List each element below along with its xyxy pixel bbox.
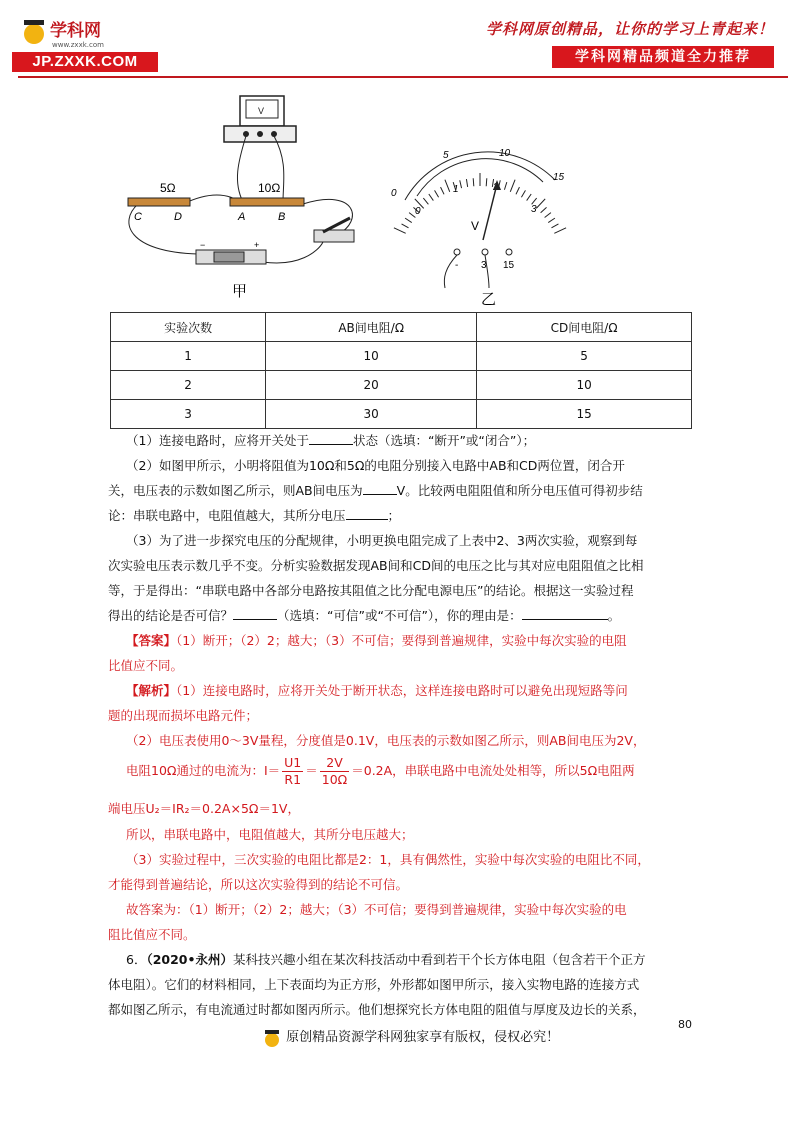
table-cell: 10	[477, 371, 692, 400]
meter-tick	[510, 180, 515, 192]
analysis-line-6: 所以，串联电路中，电阻值越大，其所分电压越大；	[126, 827, 414, 842]
terminal-b: B	[278, 211, 286, 223]
formula-suffix: ＝0.2A，串联电路中电流处处相等，所以5Ω电阻两	[351, 763, 635, 778]
table-header-cell: 实验次数	[111, 313, 266, 342]
svg-text:−: −	[200, 240, 206, 250]
q1-text: （1）连接电路时，应将开关处于	[126, 433, 309, 448]
meter-bottom-3: 3	[531, 204, 537, 215]
meter-tick	[504, 182, 506, 190]
question-1	[126, 432, 535, 450]
q3-blank-2	[522, 607, 608, 620]
table-row	[111, 342, 692, 371]
resistor-label-10: 10Ω	[258, 181, 281, 195]
answer-tag: 【答案】	[126, 633, 177, 648]
voltmeter-figure-yi	[385, 138, 585, 308]
meter-post-3: 3	[481, 260, 487, 271]
analysis-line-5: 端电压U₂＝IR₂＝0.2A×5Ω＝1V，	[108, 801, 300, 816]
channel-badge: 学科网精品频道全力推荐	[552, 46, 774, 68]
table-cell: 10	[266, 342, 477, 371]
meter-tick	[435, 190, 439, 197]
analysis-line-8: 才能得到普遍结论，所以这次实验得到的结论不可信。	[108, 877, 409, 892]
meter-bottom-0: 0	[415, 206, 421, 217]
table-cell: 3	[111, 400, 266, 429]
q6-text: 某科技兴趣小组在某次科技活动中看到若干个长方体电阻（包含若干个正方	[232, 952, 646, 967]
figure-label-jia: 甲	[232, 283, 248, 300]
q2-text: 关，电压表的示数如图乙所示，则AB间电压为	[108, 483, 363, 498]
page-number: 80	[678, 1018, 692, 1031]
meter-tick	[536, 199, 545, 208]
question-3-line-4	[108, 607, 620, 625]
answer-text: （1）断开；（2）2；越大；（3）不可信；要得到普遍规律，实验中每次实验的电阻	[176, 633, 627, 648]
q2c-text: 论：串联电路中，电阻值越大，其所分电压	[108, 508, 346, 523]
site-logo	[20, 14, 160, 50]
final-answer-line-2: 阻比值应不同。	[108, 927, 196, 942]
formula-equals: ＝	[305, 763, 318, 778]
table-cell: 1	[111, 342, 266, 371]
q6-number: 6．	[126, 952, 147, 967]
figure-label-yi: 乙	[481, 291, 497, 308]
table-row	[111, 371, 692, 400]
meter-tick	[548, 218, 555, 222]
question-3-line-2: 次实验电压表示数几乎不变。分析实验数据发现AB间和CD间的电压之比与其对应电阻阻值之比相	[108, 558, 644, 573]
question-6-line-3: 都如图乙所示，有电流通过时都如图丙所示。他们想探究长方体电阻的阻值与厚度及边长的关系，	[108, 1002, 646, 1017]
meter-tick	[394, 228, 406, 233]
meter-tick	[429, 194, 434, 201]
svg-text:+: +	[254, 240, 260, 250]
q2c-blank	[346, 507, 388, 520]
meter-tick	[527, 194, 532, 201]
logo-text: 学科网	[50, 21, 101, 41]
q2-text-end: V。比较两电阻阻值和所分电压值可得初步结	[396, 483, 643, 498]
table-cell: 20	[266, 371, 477, 400]
answer-line-2: 比值应不同。	[108, 658, 184, 673]
meter-top-10: 10	[499, 148, 511, 159]
q2c-end: ；	[387, 508, 401, 523]
q6-source: （2020•永州）	[146, 952, 233, 967]
question-6-line-2: 体电阻）。它们的材料相同，上下表面均为正方形，外形都如图甲所示，接入实物电路的连接方式	[108, 977, 640, 992]
header-slogan: 学科网原创精品，让你的学习上青起来！	[485, 20, 774, 38]
meter-unit-yi: V	[471, 219, 480, 233]
fraction-denominator: 10Ω	[321, 772, 348, 787]
table-header-cell: CD间电阻/Ω	[477, 313, 692, 342]
table-cell: 30	[266, 400, 477, 429]
meter-post-neg: -	[455, 260, 459, 271]
analysis-tag: 【解析】	[126, 683, 177, 698]
q3-text-mid: （选填：“可信”或“不可信”），你的理由是：	[277, 608, 522, 623]
fraction-numerator: U1	[284, 755, 302, 770]
q2-blank	[363, 482, 397, 495]
question-2-line-3	[108, 507, 400, 525]
q3-blank-1	[233, 607, 277, 620]
meter-tick	[486, 178, 487, 186]
meter-top-15: 15	[553, 172, 565, 183]
meter-tick	[405, 218, 412, 222]
experiment-table	[110, 312, 692, 429]
meter-tick	[473, 178, 474, 186]
meter-tick	[460, 180, 462, 188]
table-header-row	[111, 313, 692, 342]
meter-tick	[545, 213, 551, 218]
meter-bottom-1: 1	[453, 184, 459, 195]
meter-tick	[423, 198, 428, 204]
meter-tick	[551, 224, 558, 228]
logo-small: www.zxxk.com	[52, 41, 104, 49]
terminal-d: D	[174, 211, 182, 223]
analysis-line-1	[126, 682, 628, 700]
analysis-line-3: （2）电压表使用0～3V量程，分度值是0.1V，电压表的示数如图乙所示，则AB间电压为2V，	[126, 733, 646, 748]
footer-copyright	[262, 1026, 559, 1048]
meter-tick	[445, 180, 450, 192]
meter-tick	[402, 224, 409, 228]
mascot-icon	[262, 1028, 282, 1048]
meter-tick	[541, 207, 547, 212]
logo-url-badge: JP.ZXXK.COM	[12, 52, 158, 72]
header-divider	[18, 76, 788, 78]
terminal-c: C	[134, 211, 142, 223]
table-cell: 15	[477, 400, 692, 429]
analysis-line-7: （3）实验过程中，三次实验的电阻比都是2：1，具有偶然性，实验中每次实验的电阻比不同，	[126, 852, 650, 867]
fraction-numerator: 2V	[320, 755, 349, 772]
meter-unit-jia: V	[258, 106, 265, 116]
meter-tick	[516, 187, 520, 194]
analysis-formula-line	[126, 752, 635, 790]
q3-text-end: 。	[607, 608, 621, 623]
meter-top-0: 0	[391, 188, 397, 199]
table-cell: 5	[477, 342, 692, 371]
table-row	[111, 400, 692, 429]
q1-text-end: 状态（选填：“断开”或“闭合”）；	[352, 433, 536, 448]
fraction-2v-10	[320, 755, 349, 788]
meter-tick	[521, 190, 525, 197]
fraction-u1-r1	[282, 755, 303, 788]
q3-text: 得出的结论是否可信？	[108, 608, 234, 623]
formula-prefix: 电阻10Ω通过的电流为：I＝	[126, 763, 281, 778]
table-header-cell: AB间电阻/Ω	[266, 313, 477, 342]
question-3-line-3: 等，于是得出：“串联电路中各部分电路按其阻值之比分配电源电压”的结论。根据这一实验过程	[108, 583, 634, 598]
copyright-text: 原创精品资源学科网独家享有版权，侵权必究！	[286, 1030, 560, 1045]
table-cell: 2	[111, 371, 266, 400]
terminal-a: A	[238, 211, 246, 223]
meter-top-5: 5	[443, 150, 449, 161]
q1-blank	[309, 432, 353, 445]
question-2-line-1: （2）如图甲所示，小明将阻值为10Ω和5Ω的电阻分别接入电路中AB和CD两位置，闭合开	[126, 458, 625, 473]
question-2-line-2	[108, 482, 643, 500]
question-6-line-1	[126, 951, 646, 969]
meter-tick	[554, 228, 566, 233]
analysis-text: （1）连接电路时，应将开关处于断开状态，这样连接电路时可以避免出现短路等问	[176, 683, 628, 698]
answer-line-1	[126, 632, 627, 650]
final-answer-line-1: 故答案为：（1）断开；（2）2；越大；（3）不可信；要得到普遍规律，实验中每次实验的电	[126, 902, 627, 917]
analysis-line-2: 题的出现而损坏电路元件；	[108, 708, 259, 723]
question-3-line-1: （3）为了进一步探究电压的分配规律，小明更换电阻完成了上表中2、3两次实验，观察到每	[126, 533, 638, 548]
circuit-figure-jia	[118, 92, 378, 302]
fraction-denominator: R1	[284, 772, 302, 787]
meter-tick	[441, 187, 445, 194]
resistor-label-5: 5Ω	[160, 181, 176, 195]
meter-post-15: 15	[503, 260, 515, 271]
meter-tick	[466, 179, 467, 187]
